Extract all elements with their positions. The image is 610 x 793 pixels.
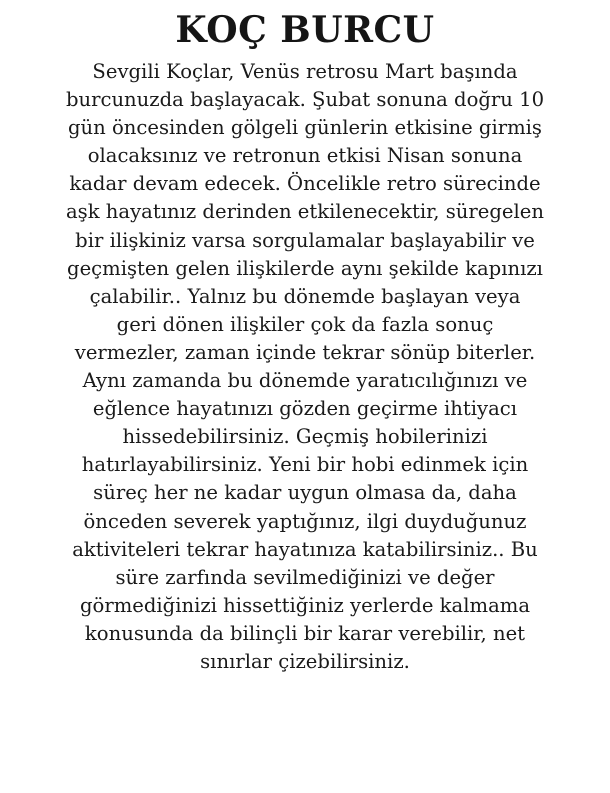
text-line: önceden severek yaptığınız, ilgi duyduğunuz <box>83 509 527 533</box>
text-line: Sevgili Koçlar, Venüs retrosu Mart başında <box>92 60 518 83</box>
text-line: görmediğinizi hissettiğiniz yerlerde kalmama <box>79 593 531 617</box>
text-line: olacaksınız ve retronun etkisi Nisan sonuna <box>87 144 523 168</box>
text-line: Aynı zamanda bu dönemde yaratıcılığınızı ve <box>82 369 528 393</box>
horoscope-paragraph <box>20 58 590 676</box>
text-line: bir ilişkiniz varsa sorgulamalar başlayabilir ve <box>75 228 535 252</box>
text-line: konusunda da bilinçli bir karar verebilir, net <box>84 621 526 645</box>
text-line: eğlence hayatınızı gözden geçirme ihtiyacı <box>92 397 518 421</box>
text-line: kadar devam edecek. Öncelikle retro sürecinde <box>69 172 541 196</box>
page-title: KOÇ BURCU <box>175 9 435 51</box>
text-line: süreç her ne kadar uygun olmasa da, daha <box>93 481 517 505</box>
text-line: vermezler, zaman içinde tekrar sönüp biterler. <box>74 340 536 364</box>
text-line: geçmişten gelen ilişkilerde aynı şekilde kapınızı <box>67 256 543 280</box>
text-line: gün öncesinden gölgeli günlerin etkisine girmiş <box>67 116 542 140</box>
text-line: sınırlar çizebilirsiniz. <box>200 649 410 673</box>
text-line: aktiviteleri tekrar hayatınıza katabilirsiniz.. Bu <box>72 537 538 561</box>
text-line: burcunuzda başlayacak. Şubat sonuna doğru 10 <box>65 88 545 112</box>
text-line: hissedebilirsiniz. Geçmiş hobilerinizi <box>122 425 488 449</box>
text-line: geri dönen ilişkiler çok da fazla sonuç <box>116 312 494 336</box>
text-line: çalabilir.. Yalnız bu dönemde başlayan veya <box>89 284 521 308</box>
text-line: süre zarfında sevilmediğinizi ve değer <box>115 565 495 589</box>
text-line: aşk hayatınız derinden etkilenecektir, süregelen <box>65 200 545 224</box>
text-line: hatırlayabilirsiniz. Yeni bir hobi edinmek için <box>81 453 529 477</box>
